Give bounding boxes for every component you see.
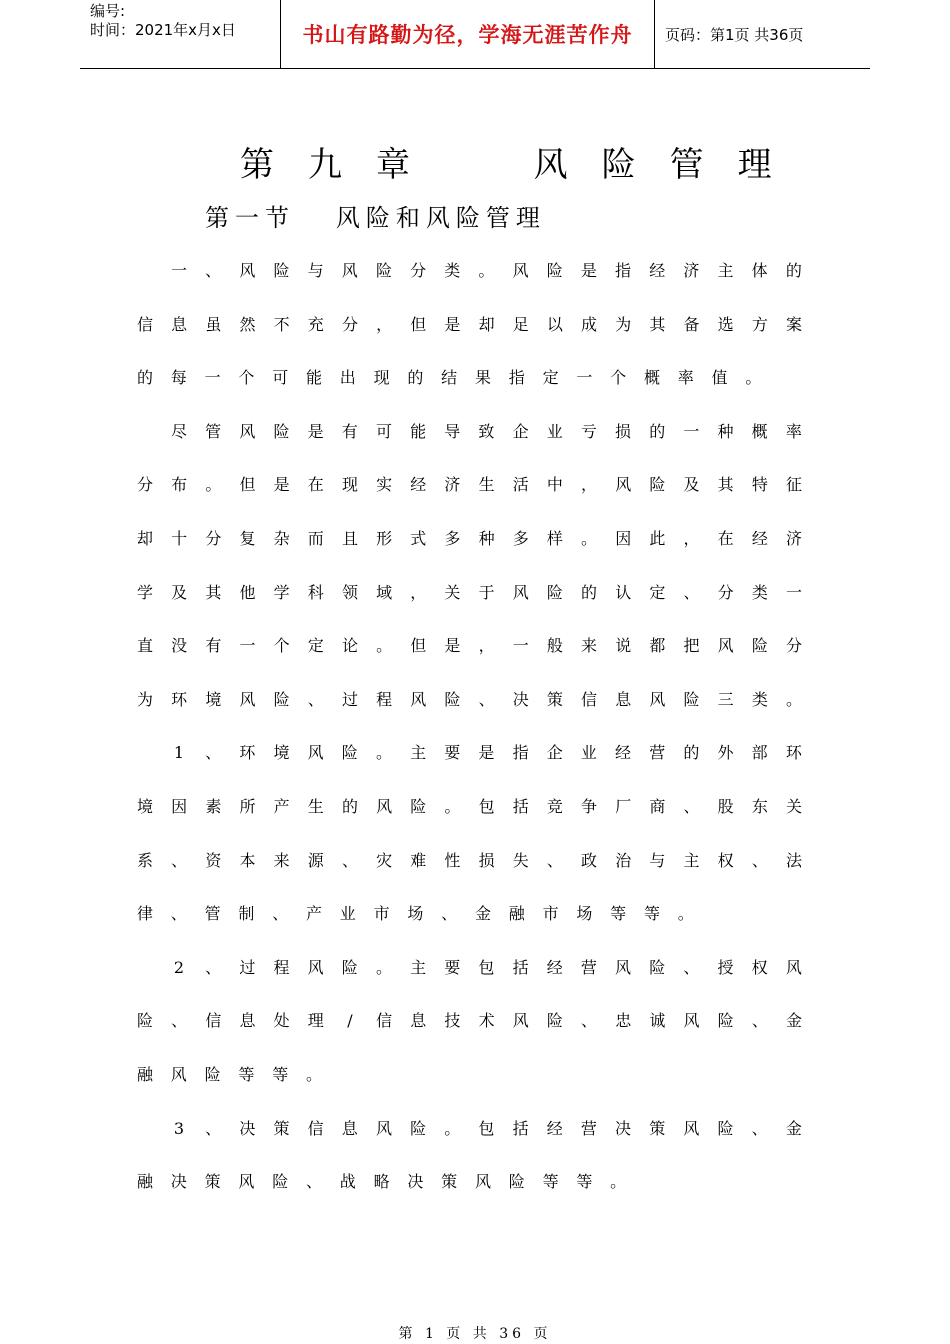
text-line: 为 环 境 风 险 、 过 程 风 险 、 决 策 信 息 风 险 三 类 。	[137, 689, 802, 709]
text-line: 却 十 分 复 杂 而 且 形 式 多 种 多 样 。 因 此 ， 在 经 济	[137, 529, 802, 548]
text-line: 直 没 有 一 个 定 论 。 但 是 ， 一 般 来 说 都 把 风 险 分	[137, 636, 802, 656]
header-motto: 书山有路勤为径，学海无涯苦作舟	[281, 0, 655, 68]
text-line: 分 布 。 但 是 在 现 实 经 济 生 活 中 ， 风 险 及 其 特 征	[137, 475, 802, 495]
text-line: 2 、 过 程 风 险 。 主 要 包 括 经 营 风 险 、 授 权 风	[173, 957, 802, 977]
text-line: 融 决 策 风 险 、 战 略 决 策 风 险 等 等 。	[137, 1172, 627, 1192]
text-line: 系 、 资 本 来 源 、 灾 难 性 损 失 、 政 治 与 主 权 、 法	[137, 850, 802, 870]
time-label: 时间：2021年x月x日	[90, 21, 236, 39]
text-line: 尽 管 风 险 是 有 可 能 导 致 企 业 亏 损 的 一 种 概 率	[171, 421, 802, 441]
page-header	[80, 0, 870, 69]
text-line: 险 、 信 息 处 理 / 信 息 技 术 风 险 、 忠 诚 风 险 、 金	[137, 1011, 802, 1031]
header-page-label: 页码：第1页 共36页	[665, 25, 804, 44]
page-footer: 第 1 页 共 36 页	[398, 1326, 552, 1342]
text-line: 一 、 风 险 与 风 险 分 类 。 风 险 是 指 经 济 主 体 的	[171, 261, 802, 280]
text-line: 境 因 素 所 产 生 的 风 险 。 包 括 竞 争 厂 商 、 股 东 关	[137, 797, 802, 816]
chapter-title: 第九章 风险管理	[240, 145, 806, 185]
text-line: 的 每 一 个 可 能 出 现 的 结 果 指 定 一 个 概 率 值 。	[137, 368, 762, 388]
text-line: 1 、 环 境 风 险 。 主 要 是 指 企 业 经 营 的 外 部 环	[173, 743, 802, 763]
text-line: 信 息 虽 然 不 充 分 ， 但 是 却 足 以 成 为 其 备 选 方 案	[137, 314, 802, 334]
section-title: 第一节 风险和风险管理	[205, 204, 546, 232]
text-line: 融 风 险 等 等 。	[137, 1065, 322, 1084]
text-line: 3 、 决 策 信 息 风 险 。 包 括 经 营 决 策 风 险 、 金	[173, 1118, 802, 1138]
number-label: 编号:	[90, 2, 126, 20]
text-line: 律 、 管 制 、 产 业 市 场 、 金 融 市 场 等 等 。	[137, 904, 694, 924]
text-line: 学 及 其 他 学 科 领 域 ， 关 于 风 险 的 认 定 、 分 类 一	[137, 582, 802, 602]
header-meta	[80, 0, 281, 68]
